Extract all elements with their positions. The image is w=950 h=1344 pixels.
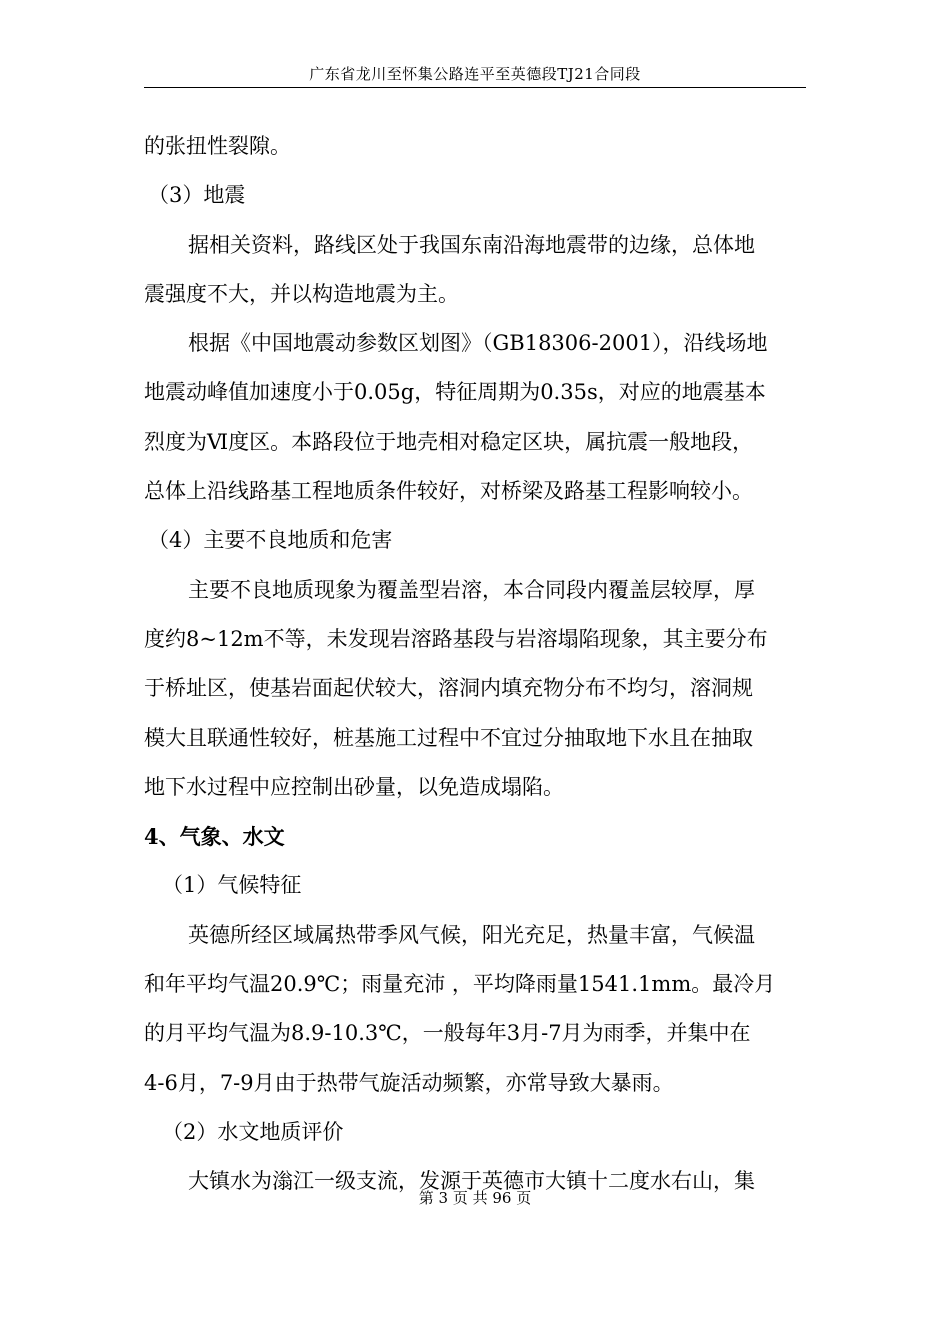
paragraph-line: 4-6月，7-9月由于热带气旋活动频繁，亦常导致大暴雨。 — [144, 1070, 674, 1095]
page-number-footer: 第 3 页 共 96 页 — [418, 1189, 532, 1207]
paragraph-line: 模大且联通性较好，桩基施工过程中不宜过分抽取地下水且在抽取 — [144, 725, 753, 750]
paragraph-line: 根据《中国地震动参数区划图》（GB18306-2001），沿线场地 — [188, 331, 768, 356]
paragraph-line: 主要不良地质现象为覆盖型岩溶，本合同段内覆盖层较厚，厚 — [188, 577, 755, 602]
paragraph-line: 据相关资料，路线区处于我国东南沿海地震带的边缘，总体地 — [188, 232, 755, 257]
paragraph-line: 烈度为Ⅵ度区。本路段位于地壳相对稳定区块，属抗震一般地段， — [144, 429, 754, 454]
section-heading-earthquake: （3）地震 — [148, 183, 246, 208]
paragraph-line: 度约8~12m不等，未发现岩溶路基段与岩溶塌陷现象，其主要分布 — [144, 626, 768, 651]
document-body — [144, 122, 806, 1207]
section-heading-meteorology-hydrology: 4、气象、水文 — [144, 824, 285, 850]
paragraph-line: 于桥址区，使基岩面起伏较大，溶洞内填充物分布不均匀，溶洞规 — [144, 676, 753, 701]
paragraph-line: 和年平均气温20.9℃；雨量充沛 ，平均降雨量1541.1mm。最冷月 — [144, 972, 776, 997]
page-header: 广东省龙川至怀集公路连平至英德段TJ21合同段 — [309, 65, 641, 83]
paragraph-line: 地震动峰值加速度小于0.05g，特征周期为0.35s，对应的地震基本 — [144, 380, 766, 405]
section-heading-climate: （1）气候特征 — [162, 873, 302, 898]
paragraph-line: 的张扭性裂隙。 — [144, 134, 291, 158]
paragraph-line: 震强度不大，并以构造地震为主。 — [144, 281, 459, 306]
section-heading-adverse-geology: （4）主要不良地质和危害 — [148, 528, 393, 553]
header-divider — [144, 87, 806, 88]
paragraph-line: 的月平均气温为8.9-10.3℃，一般每年3月-7月为雨季，并集中在 — [144, 1021, 751, 1046]
paragraph-line: 大镇水为滃江一级支流，发源于英德市大镇十二度水右山，集 — [188, 1169, 755, 1194]
paragraph-line: 英德所经区域属热带季风气候，阳光充足，热量丰富，气候温 — [188, 922, 755, 947]
paragraph-line: 总体上沿线路基工程地质条件较好，对桥梁及路基工程影响较小。 — [144, 479, 753, 504]
section-heading-hydrogeology: （2）水文地质评价 — [162, 1119, 344, 1144]
paragraph-line: 地下水过程中应控制出砂量，以免造成塌陷。 — [144, 774, 564, 799]
